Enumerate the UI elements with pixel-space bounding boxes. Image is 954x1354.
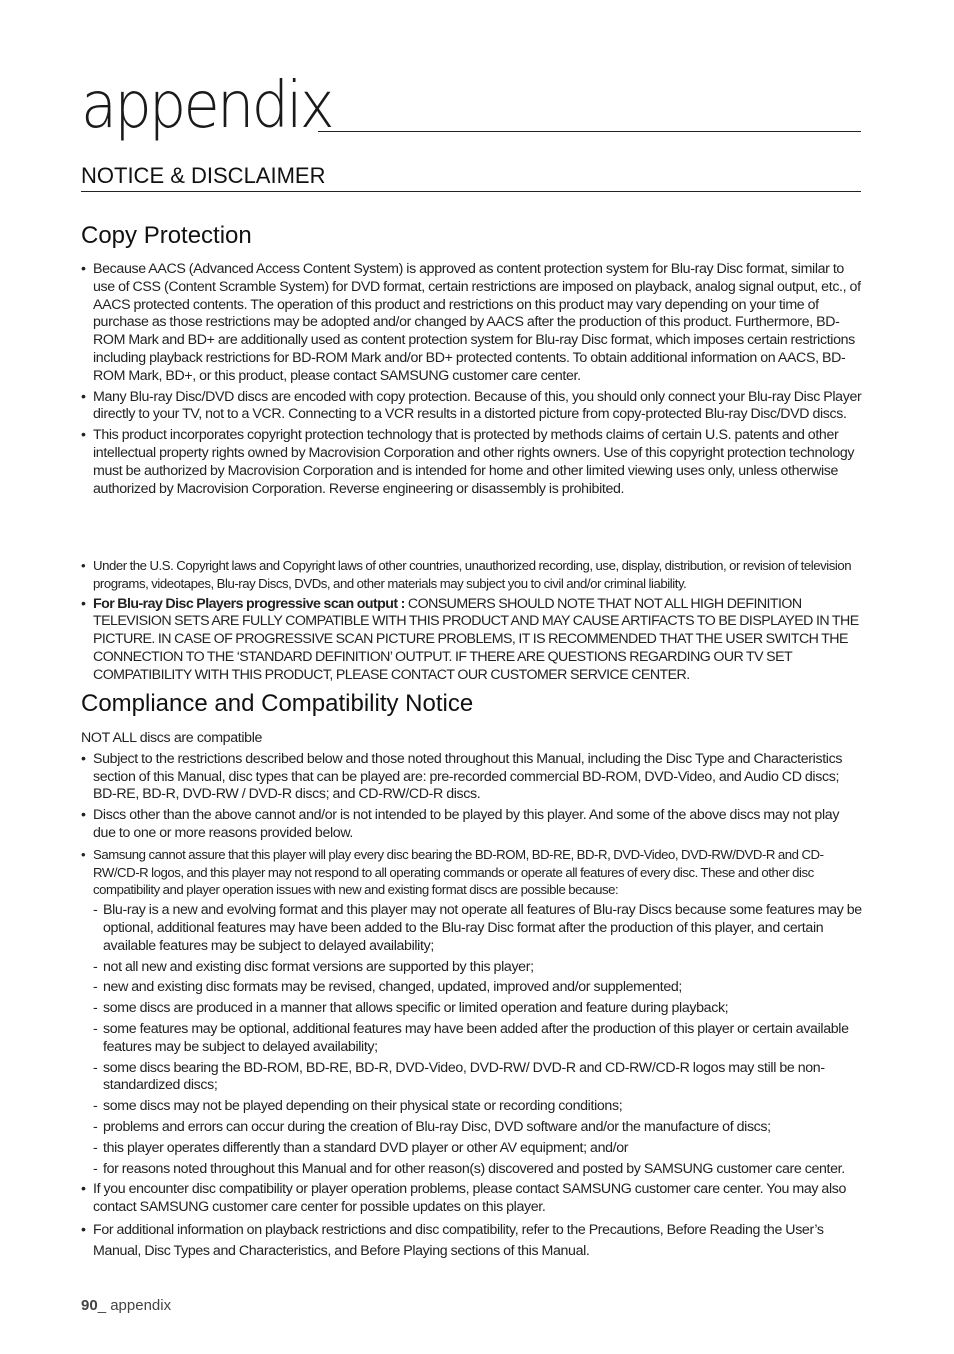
dash-item: - this player operates differently than a standard DVD player or other AV equipment; and/or — [81, 1140, 863, 1158]
dash-item: - for reasons noted throughout this Manual and for other reason(s) discovered and posted by SAMSUNG customer care center. — [81, 1161, 863, 1179]
dash-item: - some discs bearing the BD-ROM, BD-RE, BD-R, DVD-Video, DVD-RW/ DVD-R and CD-RW/CD-R logos may still be non-standardized discs; — [81, 1060, 863, 1096]
dash-item: - some discs may not be played depending on their physical state or recording conditions; — [81, 1098, 863, 1116]
dash-item: - new and existing disc formats may be revised, changed, updated, improved and/or supplemented; — [81, 979, 863, 997]
footer-section: appendix — [110, 1297, 172, 1314]
list-item: • For additional information on playback restrictions and disc compatibility, refer to the Precautions, Before Reading the User’s Manual, Disc Types and Characteristics, and Before Playing sections of this Manual. — [81, 1220, 863, 1262]
progressive-scan-text: CONSUMERS SHOULD NOTE THAT NOT ALL HIGH DEFINITION TELEVISION SETS ARE FULLY COMPATIBLE WITH THIS PRODUCT AND MAY CAUSE ARTIFACTS TO BE DISPLAYED IN THE PICTURE. IN CASE OF PROGRESSIVE SCAN PICTURE PROBLEMS, IT IS RECOMMENDED THAT THE USER SWITCH THE CONNECTION TO THE ‘STANDARD DEFINITION’ OUTPUT. IF THERE ARE QUESTIONS REGARDING OUR TV SET COMPATIBILITY WITH THIS PRODUCT, PLEASE CONTACT OUR CUSTOMER SERVICE CENTER. — [93, 595, 859, 683]
page-title: appendix — [81, 69, 332, 143]
dash-item: - some discs are produced in a manner that allows specific or limited operation and feature during playback; — [81, 1000, 863, 1018]
compliance-intro: NOT ALL discs are compatible — [81, 730, 263, 746]
page-footer — [81, 1297, 171, 1314]
list-item: • Samsung cannot assure that this player will play every disc bearing the BD-ROM, BD-RE, BD-R, DVD-Video, DVD-RW/DVD-R and CD-RW/CD-R logos, and this player may not respond to all operating commands or operate all features of every disc. These and other disc compatibility and player operation issues with new and existing format discs are possible because: — [81, 846, 863, 899]
list-item: • Discs other than the above cannot and/or is not intended to be played by this player. And some of the above discs may not play due to one or more reasons provided below. — [81, 807, 863, 843]
copyright-list — [81, 557, 863, 688]
dash-item: - some features may be optional, additional features may have been added after the production of this player or certain available features may be subject to delayed availability; — [81, 1021, 863, 1057]
page-number: 90 — [81, 1297, 98, 1314]
progressive-scan-notice — [81, 596, 863, 685]
compliance-heading: Compliance and Compatibility Notice — [81, 690, 474, 717]
dash-item: - not all new and existing disc format versions are supported by this player; — [81, 959, 863, 977]
progressive-scan-label: For Blu-ray Disc Players progressive scan output : — [93, 595, 405, 612]
list-item: • If you encounter disc compatibility or player operation problems, please contact SAMSUNG customer care center. You may also contact SAMSUNG customer care center for possible updates on this player. — [81, 1181, 863, 1217]
copy-protection-heading: Copy Protection — [81, 222, 252, 249]
title-rule — [318, 131, 861, 132]
copy-protection-list — [81, 261, 863, 501]
list-item: • Because AACS (Advanced Access Content System) is approved as content protection system for Blu-ray Disc format, similar to use of CSS (Content Scramble System) for DVD format, certain restrictions are imposed on playback, analog signal output, etc., of AACS protected contents. The operation of this product and restrictions on this product may vary depending on your time of purchase as those restrictions may be adopted and/or changed by AACS after the production of this product. Furthermore, BD-ROM Mark and BD+ are additionally used as content protection system for Blu-ray Disc format, which imposes certain restrictions including playback restrictions for BD-ROM Mark and/or BD+ protected contents. To obtain additional information on AACS, BD-ROM Mark, BD+, or this product, please contact SAMSUNG customer care center. — [81, 261, 863, 386]
dash-item: - problems and errors can occur during the creation of Blu-ray Disc, DVD software and/or the manufacture of discs; — [81, 1119, 863, 1137]
list-item: • This product incorporates copyright protection technology that is protected by methods claims of certain U.S. patents and other intellectual property rights owned by Macrovision Corporation and other rights owners. Use of this copyright protection technology must be authorized by Macrovision Corporation and is intended for home and other limited viewing uses only, unless otherwise authorized by Macrovision Corporation. Reverse engineering or disassembly is prohibited. — [81, 427, 863, 498]
dash-item: - Blu-ray is a new and evolving format and this player may not operate all features of Blu-ray Discs because some features may be optional, additional features may have been added to the Blu-ray Disc format after the production of this player, and certain available features may be subject to delayed availability; — [81, 902, 863, 955]
compliance-list — [81, 730, 863, 1265]
list-item: • Many Blu-ray Disc/DVD discs are encoded with copy protection. Because of this, you should only connect your Blu-ray Disc Player directly to your TV, not to a VCR. Connecting to a VCR results in a distorted picture from copy-protected Blu-ray Disc/DVD discs. — [81, 389, 863, 425]
section-title: NOTICE & DISCLAIMER — [81, 163, 861, 192]
footer-separator: _ — [97, 1297, 111, 1314]
list-item: • Under the U.S. Copyright laws and Copyright laws of other countries, unauthorized recording, use, display, distribution, or revision of television programs, videotapes, Blu-ray Discs, DVDs, and other materials may subject you to civil and/or criminal liability. — [81, 557, 863, 593]
list-item: • Subject to the restrictions described below and those noted throughout this Manual, including the Disc Type and Characteristics section of this Manual, disc types that can be played are: pre-recorded commercial BD-ROM, DVD-Video, and Audio CD discs; BD-RE, BD-R, DVD-RW / DVD-R discs; and CD-RW/CD-R discs. — [81, 751, 863, 804]
